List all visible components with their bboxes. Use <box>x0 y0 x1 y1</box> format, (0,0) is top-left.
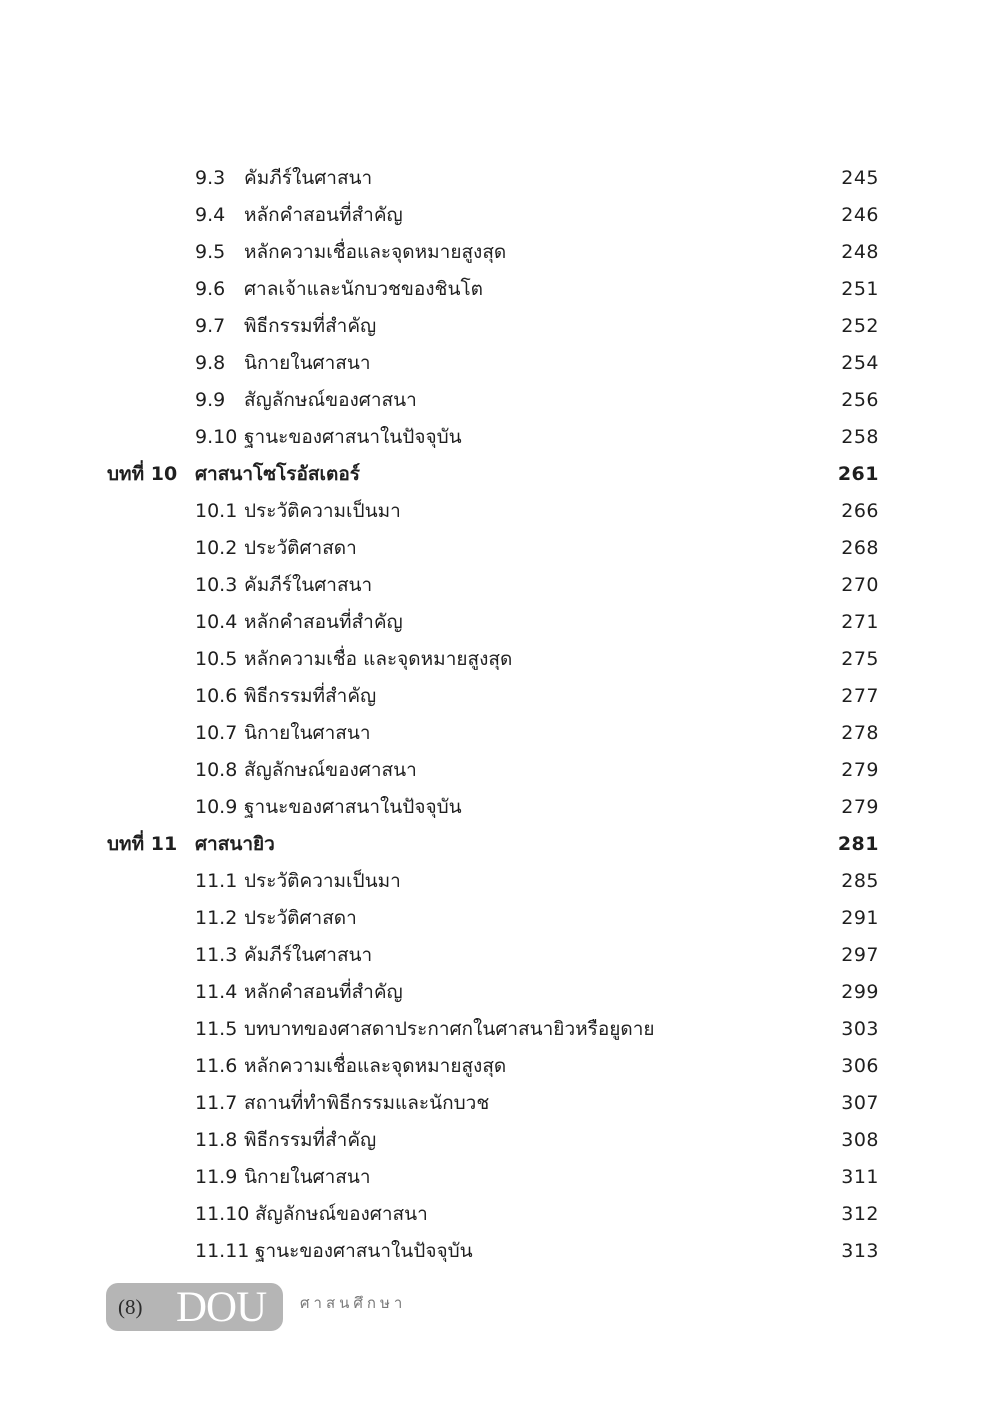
toc-title: ประวัติความเป็นมา <box>244 870 401 892</box>
toc-title: ประวัติศาสดา <box>244 537 357 559</box>
toc-row <box>0 493 1000 530</box>
toc-page-number: 297 <box>841 944 879 966</box>
toc-row <box>0 974 1000 1011</box>
toc-number: บทที่ 10 <box>107 463 178 485</box>
toc-title: ศาลเจ้าและนักบวชของชินโต <box>244 278 483 300</box>
toc-page-number: 279 <box>841 796 879 818</box>
toc-number: 10.5 <box>195 648 238 670</box>
toc-page-number: 256 <box>841 389 879 411</box>
toc-row <box>0 1085 1000 1122</box>
toc-title: ฐานะของศาสนาในปัจจุบัน <box>244 796 462 818</box>
toc-number: 10.7 <box>195 722 238 744</box>
toc-title: คัมภีร์ในศาสนา <box>244 167 373 189</box>
toc-number: 11.3 <box>195 944 238 966</box>
toc-row <box>0 900 1000 937</box>
toc-title: ประวัติศาสดา <box>244 907 357 929</box>
toc-row <box>0 530 1000 567</box>
toc-number: 10.2 <box>195 537 238 559</box>
toc-title: นิกายในศาสนา <box>244 1166 371 1188</box>
toc-chapter-row <box>0 826 1000 863</box>
toc-row <box>0 567 1000 604</box>
toc-number: 9.3 <box>195 167 226 189</box>
toc-number: 9.10 <box>195 426 238 448</box>
toc-row <box>0 789 1000 826</box>
toc-row <box>0 160 1000 197</box>
toc-title: บทบาทของศาสดาประกาศกในศาสนายิวหรือยูดาย <box>244 1018 655 1040</box>
toc-title: สัญลักษณ์ของศาสนา <box>255 1203 428 1225</box>
toc-title: หลักความเชื่อและจุดหมายสูงสุด <box>244 1055 507 1077</box>
toc-title: คัมภีร์ในศาสนา <box>244 574 373 596</box>
toc-row <box>0 345 1000 382</box>
dou-logo: DOU <box>176 1284 267 1331</box>
toc-title: สัญลักษณ์ของศาสนา <box>244 759 417 781</box>
toc-number: 11.4 <box>195 981 238 1003</box>
toc-number: 11.6 <box>195 1055 238 1077</box>
toc-row <box>0 1233 1000 1270</box>
toc-number: 10.9 <box>195 796 238 818</box>
toc-page-number: 281 <box>837 833 879 855</box>
toc-title: ฐานะของศาสนาในปัจจุบัน <box>244 426 462 448</box>
toc-page-number: 266 <box>841 500 879 522</box>
toc-row <box>0 271 1000 308</box>
toc-number: 10.6 <box>195 685 238 707</box>
toc-title: นิกายในศาสนา <box>244 722 371 744</box>
toc-number: 10.4 <box>195 611 238 633</box>
toc-number: 9.5 <box>195 241 226 263</box>
toc-number: 11.10 <box>195 1203 250 1225</box>
toc-number: 9.4 <box>195 204 226 226</box>
toc-row <box>0 234 1000 271</box>
toc-title: ศาสนาโซโรอัสเตอร์ <box>195 463 360 485</box>
toc-page-number: 271 <box>841 611 879 633</box>
toc-number: 9.6 <box>195 278 226 300</box>
toc-title: หลักคำสอนที่สำคัญ <box>244 611 403 633</box>
toc-title: สถานที่ทำพิธีกรรมและนักบวช <box>244 1092 490 1114</box>
toc-title: ฐานะของศาสนาในปัจจุบัน <box>255 1240 473 1262</box>
toc-page-number: 299 <box>841 981 879 1003</box>
toc-number: 11.5 <box>195 1018 238 1040</box>
page-number: (8) <box>118 1295 143 1319</box>
toc-page-number: 277 <box>841 685 879 707</box>
toc-row <box>0 308 1000 345</box>
toc-row <box>0 1048 1000 1085</box>
toc-row <box>0 1196 1000 1233</box>
page-footer <box>106 1283 806 1333</box>
toc-page-number: 285 <box>841 870 879 892</box>
toc-number: 11.9 <box>195 1166 238 1188</box>
toc-page-number: 279 <box>841 759 879 781</box>
toc-chapter-row <box>0 456 1000 493</box>
table-of-contents <box>0 160 1000 1270</box>
toc-title: พิธีกรรมที่สำคัญ <box>244 315 377 337</box>
toc-page-number: 307 <box>841 1092 879 1114</box>
toc-page-number: 246 <box>841 204 879 226</box>
toc-page-number: 291 <box>841 907 879 929</box>
toc-title: พิธีกรรมที่สำคัญ <box>244 685 377 707</box>
toc-title: ศาสนายิว <box>195 833 275 855</box>
toc-number: 9.9 <box>195 389 226 411</box>
toc-row <box>0 937 1000 974</box>
toc-number: 9.8 <box>195 352 226 374</box>
toc-number: 11.1 <box>195 870 238 892</box>
toc-number: 10.3 <box>195 574 238 596</box>
toc-row <box>0 1122 1000 1159</box>
toc-row <box>0 1011 1000 1048</box>
toc-row <box>0 604 1000 641</box>
toc-title: หลักคำสอนที่สำคัญ <box>244 204 403 226</box>
toc-number: 11.7 <box>195 1092 238 1114</box>
toc-number: บทที่ 11 <box>107 833 178 855</box>
toc-title: ประวัติความเป็นมา <box>244 500 401 522</box>
toc-title: สัญลักษณ์ของศาสนา <box>244 389 417 411</box>
toc-page-number: 258 <box>841 426 879 448</box>
toc-page-number: 278 <box>841 722 879 744</box>
toc-page-number: 270 <box>841 574 879 596</box>
toc-row <box>0 1159 1000 1196</box>
toc-page-number: 261 <box>837 463 879 485</box>
toc-page-number: 311 <box>841 1166 879 1188</box>
toc-page-number: 312 <box>841 1203 879 1225</box>
toc-row <box>0 752 1000 789</box>
toc-number: 11.8 <box>195 1129 238 1151</box>
toc-page-number: 254 <box>841 352 879 374</box>
toc-row <box>0 715 1000 752</box>
toc-row <box>0 419 1000 456</box>
toc-row <box>0 382 1000 419</box>
course-name: ศาสนศึกษา <box>300 1294 407 1312</box>
toc-title: คัมภีร์ในศาสนา <box>244 944 373 966</box>
toc-page-number: 252 <box>841 315 879 337</box>
toc-page-number: 268 <box>841 537 879 559</box>
toc-page-number: 306 <box>841 1055 879 1077</box>
footer-badge <box>106 1283 283 1331</box>
toc-row <box>0 641 1000 678</box>
toc-number: 9.7 <box>195 315 226 337</box>
toc-row <box>0 197 1000 234</box>
toc-title: นิกายในศาสนา <box>244 352 371 374</box>
toc-number: 11.11 <box>195 1240 250 1262</box>
toc-title: หลักความเชื่อและจุดหมายสูงสุด <box>244 241 507 263</box>
toc-page-number: 308 <box>841 1129 879 1151</box>
toc-page-number: 303 <box>841 1018 879 1040</box>
toc-row <box>0 863 1000 900</box>
toc-page-number: 275 <box>841 648 879 670</box>
toc-title: หลักความเชื่อ และจุดหมายสูงสุด <box>244 648 513 670</box>
toc-title: หลักคำสอนที่สำคัญ <box>244 981 403 1003</box>
toc-page-number: 245 <box>841 167 879 189</box>
toc-row <box>0 678 1000 715</box>
toc-number: 10.1 <box>195 500 238 522</box>
toc-title: พิธีกรรมที่สำคัญ <box>244 1129 377 1151</box>
toc-number: 11.2 <box>195 907 238 929</box>
toc-page-number: 313 <box>841 1240 879 1262</box>
toc-page-number: 251 <box>841 278 879 300</box>
toc-number: 10.8 <box>195 759 238 781</box>
toc-page-number: 248 <box>841 241 879 263</box>
